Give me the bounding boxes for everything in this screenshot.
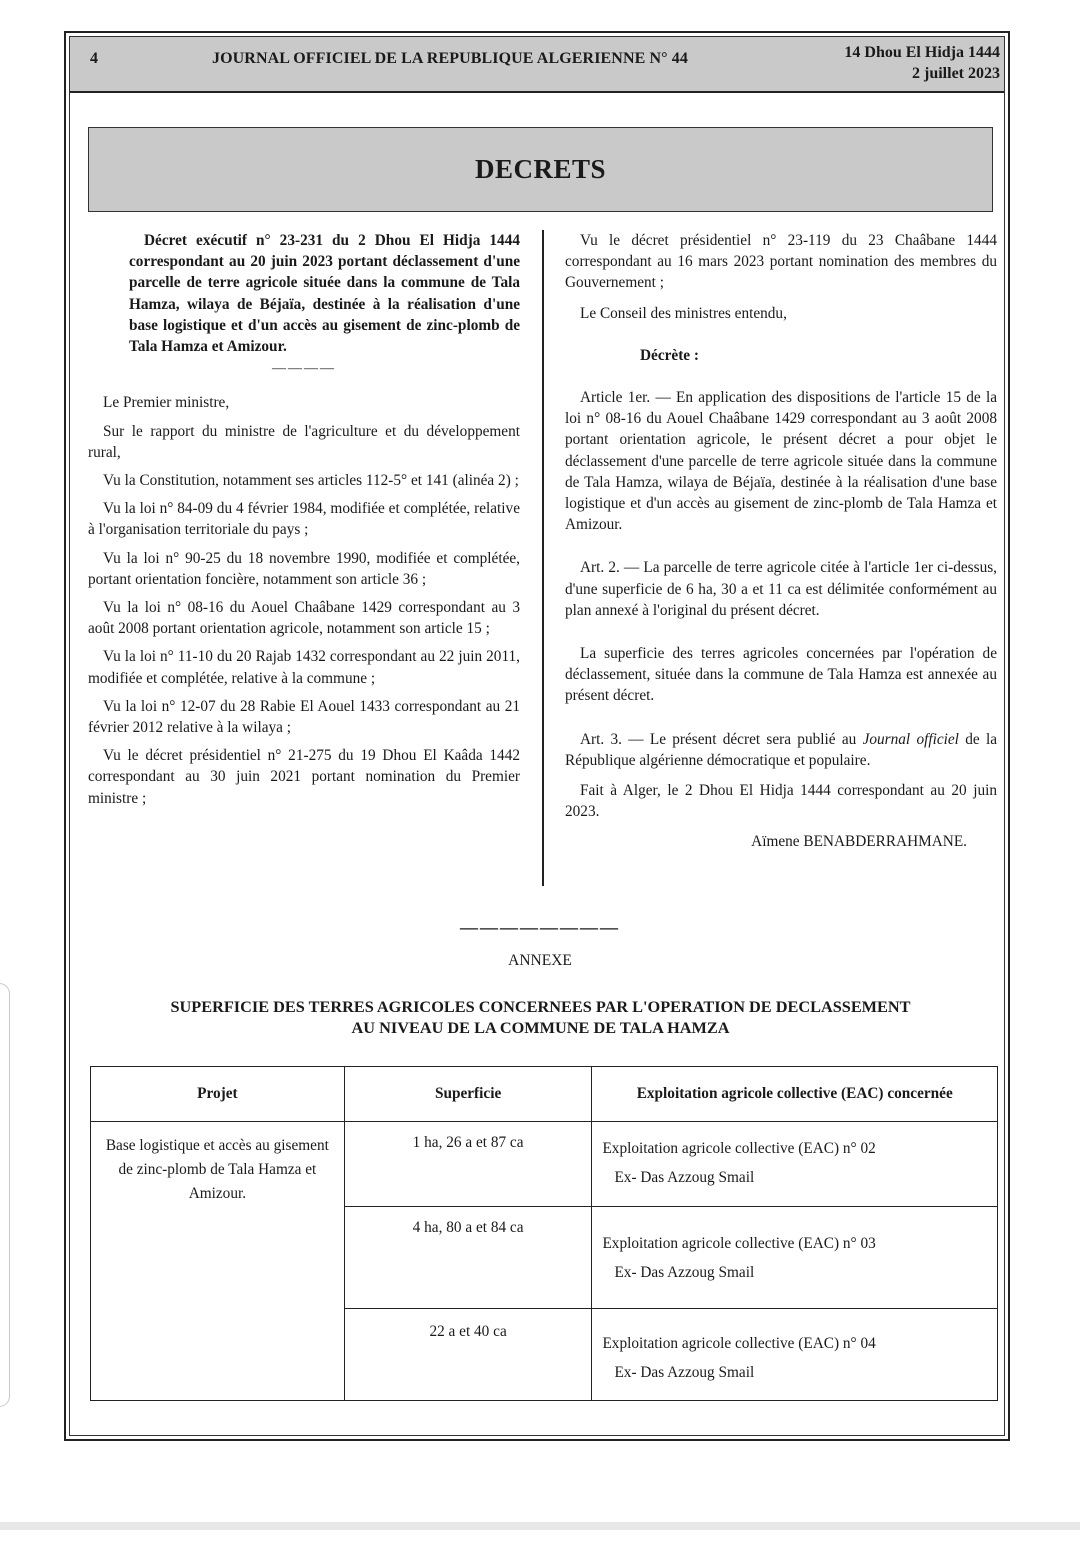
issue-date-gregorian: 2 juillet 2023 <box>912 65 1000 82</box>
page-number: 4 <box>90 50 98 67</box>
table-header: Exploitation agricole collective (EAC) concernée <box>592 1067 998 1122</box>
annex-separator: ———————— <box>460 917 620 937</box>
right-paragraph: Le Conseil des ministres entendu, <box>580 304 787 322</box>
section-title-box <box>88 127 993 212</box>
annex-title-line: SUPERFICIE DES TERRES AGRICOLES CONCERNEES PAR L'OPERATION DE DECLASSEMENT <box>170 997 911 1016</box>
heading-separator: ———— <box>272 361 336 377</box>
issue-date-hijri: 14 Dhou El Hidja 1444 <box>844 44 1000 61</box>
eac-former-name: Ex- Das Azzoug Smail <box>614 1264 755 1281</box>
article-1: Article 1er. — En application des dispositions de l'article 15 de la loi n° 08-16 du Aouel Chaâbane 1429 correspondant au 3 août 2008 portant orientation agricole, le présent décret a pour objet le déclassement d'une parcelle de terre agricole située dans la commune de Tala Hamza, wilaya de Béjaïa, destinée à la réalisation d'une base logistique et d'un accès au gisement de zinc-plomb de Tala Hamza et Amizour. <box>565 389 997 534</box>
eac-name: Exploitation agricole collective (EAC) n° 03 <box>602 1235 876 1252</box>
annex-title-line: AU NIVEAU DE LA COMMUNE DE TALA HAMZA <box>351 1018 730 1037</box>
superficie-cell: 22 a et 40 ca <box>344 1309 592 1401</box>
bottom-gray-strip <box>0 1522 1080 1530</box>
eac-former-name: Ex- Das Azzoug Smail <box>614 1169 755 1186</box>
scroll-edge-bracket <box>0 983 10 1407</box>
annex-title <box>88 996 993 1038</box>
table-header: Projet <box>91 1067 345 1122</box>
eac-name: Exploitation agricole collective (EAC) n° 04 <box>602 1335 876 1352</box>
decree-heading: Décret exécutif n° 23-231 du 2 Dhou El Hidja 1444 correspondant au 20 juin 2023 portant déclassement d'une parcelle de terre agricole située dans la commune de Tala Hamza, wilaya de Béjaïa, destinée à la réalisation d'une base logistique et d'un accès au gisement de zinc-plomb de Tala Hamza et Amizour. <box>129 232 520 356</box>
eac-cell <box>592 1122 998 1207</box>
superficie-cell: 4 ha, 80 a et 84 ca <box>344 1207 592 1309</box>
journal-title: JOURNAL OFFICIEL DE LA REPUBLIQUE ALGERIENNE N° 44 <box>212 50 688 67</box>
article-3 <box>565 729 997 771</box>
left-paragraph: Le Premier ministre, <box>103 394 230 412</box>
annex-table <box>90 1066 998 1401</box>
eac-name: Exploitation agricole collective (EAC) n° 02 <box>602 1140 876 1157</box>
article-3-prefix: Art. 3. — Le présent décret sera publié au <box>580 730 863 748</box>
article-3-suffix: de la République algérienne démocratique et populaire. <box>565 730 997 769</box>
journal-name: Journal officiel <box>862 730 959 748</box>
article-2: Art. 2. — La parcelle de terre agricole citée à l'article 1er ci-dessus, d'une superficie de 6 ha, 30 a et 11 ca est délimitée conformément au plan annexé à l'original du présent décret. <box>565 559 997 619</box>
right-column <box>565 230 997 853</box>
right-paragraph: Vu le décret présidentiel n° 23-119 du 23 Chaâbane 1444 correspondant au 16 mars 2023 portant nomination des membres du Gouvernement ; <box>565 232 997 292</box>
left-column <box>88 230 520 809</box>
left-paragraph: Vu le décret présidentiel n° 21-275 du 19 Dhou El Kaâda 1442 correspondant au 30 juin 2021 portant nomination du Premier ministre ; <box>88 747 520 807</box>
superficie-cell: 1 ha, 26 a et 87 ca <box>344 1122 592 1207</box>
left-paragraph: Vu la loi n° 84-09 du 4 février 1984, modifiée et complétée, relative à l'organisation territoriale du pays ; <box>88 500 520 539</box>
eac-cell <box>592 1309 998 1401</box>
projet-cell: Base logistique et accès au gisement de zinc-plomb de Tala Hamza et Amizour. <box>91 1122 345 1401</box>
left-paragraph: Vu la loi n° 90-25 du 18 novembre 1990, modifiée et complétée, portant orientation foncière, notamment son article 36 ; <box>88 549 520 588</box>
table-header: Superficie <box>344 1067 592 1122</box>
signature: Aïmene BENABDERRAHMANE. <box>751 833 967 851</box>
left-paragraph: Vu la loi n° 08-16 du Aouel Chaâbane 1429 correspondant au 3 août 2008 portant orientation agricole, notamment son article 15 ; <box>88 599 520 638</box>
left-paragraph: Vu la loi n° 11-10 du 20 Rajab 1432 correspondant au 22 juin 2011, modifiée et complétée, relative à la commune ; <box>88 648 520 687</box>
left-paragraph: Vu la Constitution, notamment ses articles 112-5° et 141 (alinéa 2) ; <box>103 472 519 490</box>
fait-a-alger: Fait à Alger, le 2 Dhou El Hidja 1444 correspondant au 20 juin 2023. <box>565 782 997 821</box>
table-row <box>91 1122 998 1207</box>
annex-label: ANNEXE <box>508 952 572 969</box>
article-2-paragraph: La superficie des terres agricoles concernées par l'opération de déclassement, située dans la commune de Tala Hamza est annexée au présent décret. <box>565 645 997 705</box>
decrete-heading: Décrète : <box>640 346 700 364</box>
eac-former-name: Ex- Das Azzoug Smail <box>614 1364 755 1381</box>
table-header-row <box>91 1067 998 1122</box>
section-title: DECRETS <box>474 154 607 184</box>
column-divider <box>542 230 544 886</box>
eac-cell <box>592 1207 998 1309</box>
left-paragraph: Sur le rapport du ministre de l'agriculture et du développement rural, <box>88 422 520 461</box>
issue-date <box>844 42 1000 84</box>
left-paragraph: Vu la loi n° 12-07 du 28 Rabie El Aouel 1433 correspondant au 21 février 2012 relative à la wilaya ; <box>88 697 520 737</box>
